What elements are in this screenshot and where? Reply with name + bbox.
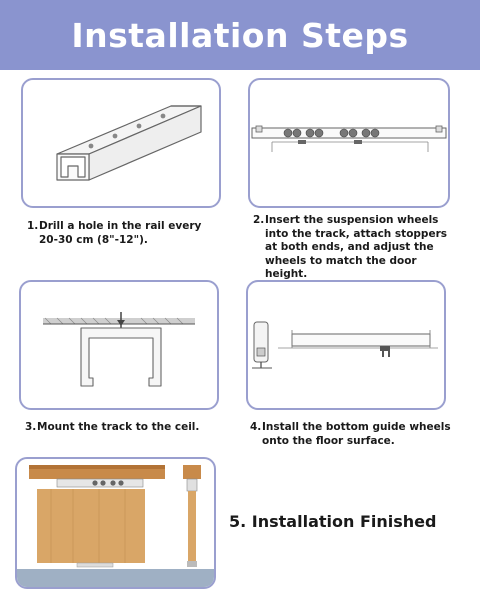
- ceiling-mount-drawing: [21, 282, 217, 408]
- step2-text: 2. Insert the suspension wheels into the track, attach stoppers at both ends, and adjust the wheels to match the door height.: [253, 214, 447, 280]
- step5-illustration: [15, 457, 216, 589]
- step4-text: 4. Install the bottom guide wheels onto the floor surface.: [250, 421, 451, 447]
- step2-illustration: [248, 78, 450, 208]
- step1-text: 1. Drill a hole in the rail every 20-30 cm (8"-12").: [27, 220, 202, 246]
- step3-text: 3. Mount the track to the ceil.: [25, 421, 200, 433]
- track-wheels-drawing: [250, 80, 448, 206]
- header-banner: [0, 0, 480, 70]
- step3-illustration: [19, 280, 219, 410]
- step1-illustration: [21, 78, 221, 208]
- finished-door-drawing: [17, 459, 214, 587]
- step4-illustration: [246, 280, 446, 410]
- floor-guide-drawing: [248, 282, 444, 408]
- step5-finished-label: 5. Installation Finished: [229, 512, 437, 531]
- page-title: Installation Steps: [71, 15, 409, 55]
- rail-drill-drawing: [23, 80, 219, 206]
